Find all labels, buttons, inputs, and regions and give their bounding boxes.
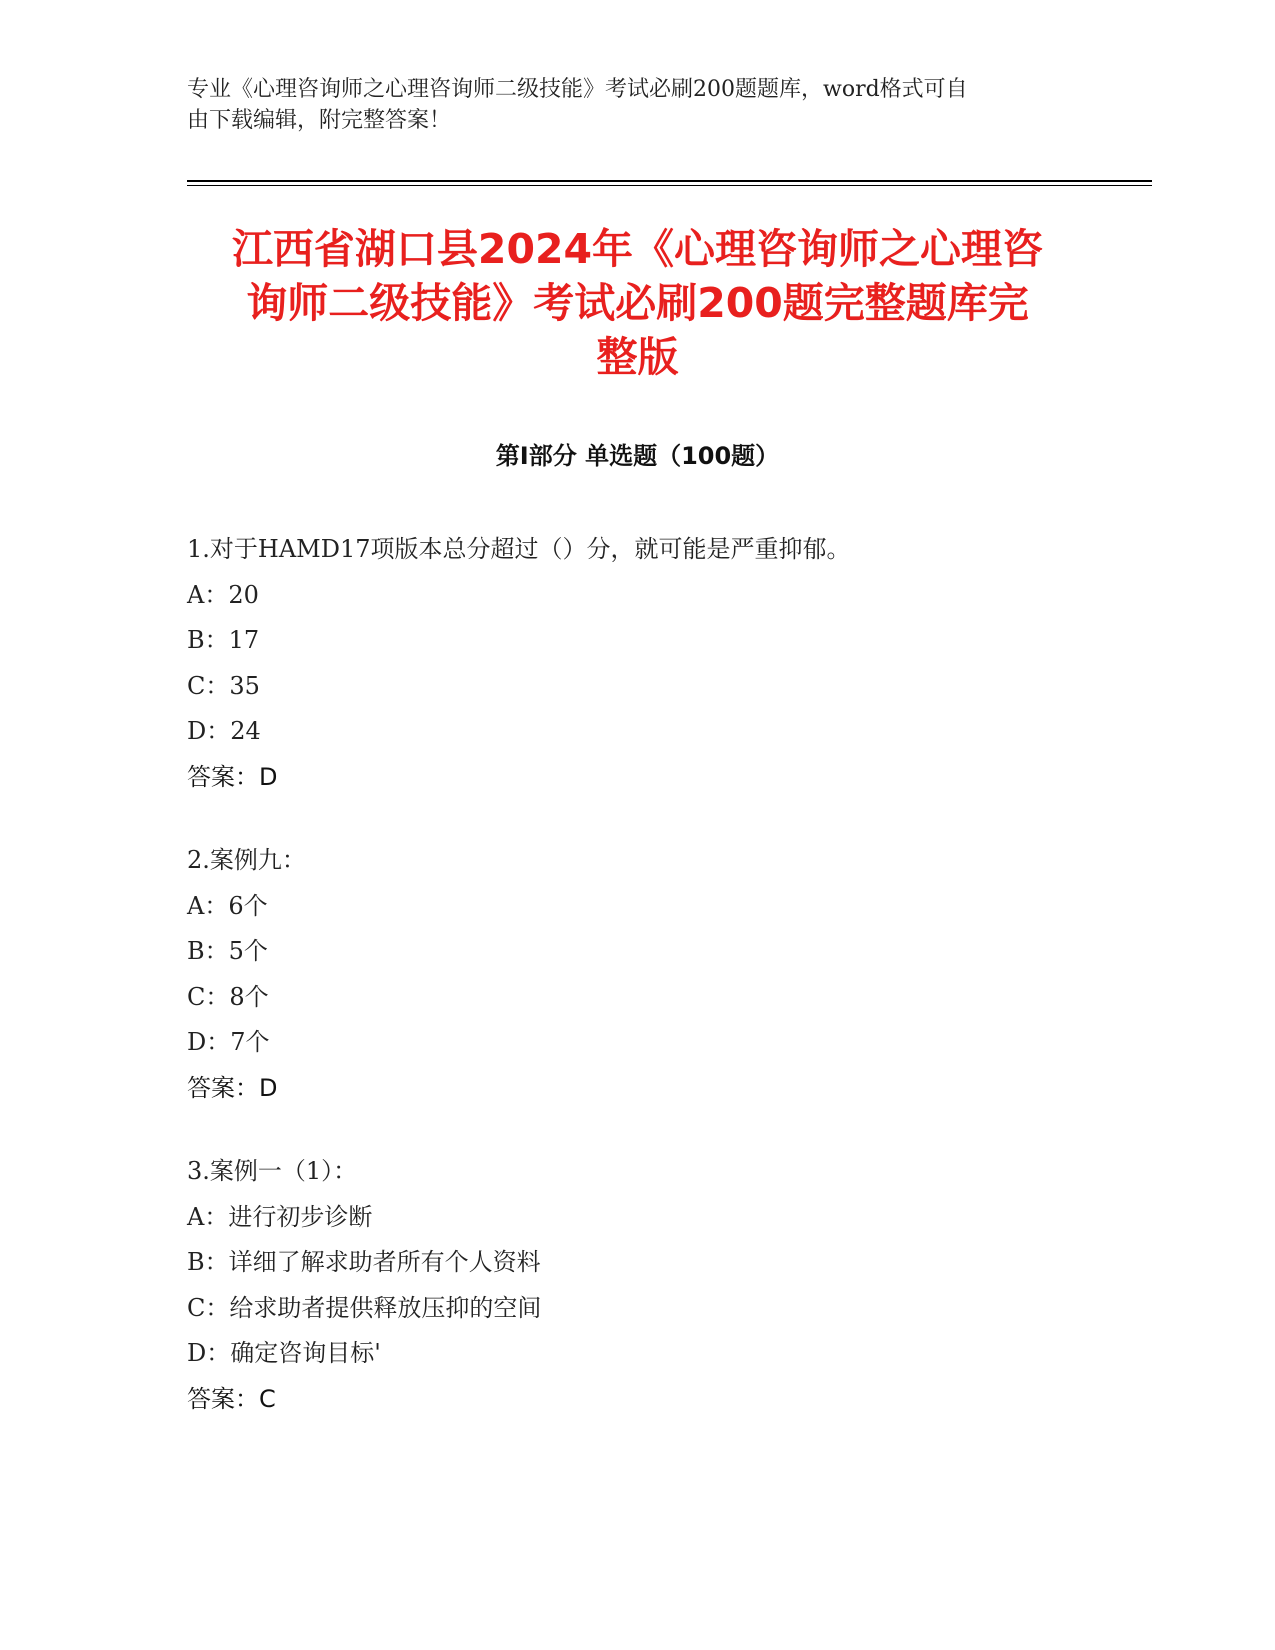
section-heading: 第Ⅰ部分 单选题（100题） <box>495 442 780 470</box>
option-a: A：6个 <box>187 891 268 920</box>
title-line-1: 江西省湖口县2024年《心理咨询师之心理咨 <box>231 225 1044 273</box>
intro-line-2: 由下载编辑，附完整答案！ <box>187 108 452 133</box>
question-stem: 3.案例一（1）： <box>187 1157 358 1185</box>
option-b: B：17 <box>187 626 260 654</box>
question-stem: 1.对于HAMD17项版本总分超过（）分，就可能是严重抑郁。 <box>187 535 851 563</box>
document-intro <box>187 74 1067 136</box>
option-c: C：8个 <box>187 982 269 1011</box>
option-a: A：进行初步诊断 <box>187 1202 373 1231</box>
option-b: B：详细了解求助者所有个人资料 <box>187 1248 541 1276</box>
title-line-2: 询师二级技能》考试必刷200题完整题库完 <box>246 279 1029 327</box>
answer-line: 答案：C <box>187 1384 276 1413</box>
question-item <box>187 838 1087 1111</box>
question-stem: 2.案例九： <box>187 846 306 874</box>
option-d: D：24 <box>187 717 261 745</box>
option-c: C：给求助者提供释放压抑的空间 <box>187 1293 542 1322</box>
option-d: D：确定咨询目标' <box>187 1339 381 1367</box>
question-item <box>187 527 1087 800</box>
option-c: C：35 <box>187 671 260 700</box>
question-item <box>187 1149 1087 1422</box>
document-title <box>140 222 1135 384</box>
intro-line-1: 专业《心理咨询师之心理咨询师二级技能》考试必刷200题题库，word格式可自 <box>187 77 968 102</box>
option-b: B：5个 <box>187 937 268 965</box>
option-d: D：7个 <box>187 1028 270 1056</box>
header-divider-thin <box>187 185 1152 186</box>
header-divider-thick <box>187 180 1152 182</box>
title-line-3: 整版 <box>596 333 679 381</box>
answer-line: 答案：D <box>187 762 278 791</box>
option-a: A：20 <box>187 580 259 609</box>
answer-line: 答案：D <box>187 1073 278 1102</box>
question-list <box>187 527 1087 1460</box>
